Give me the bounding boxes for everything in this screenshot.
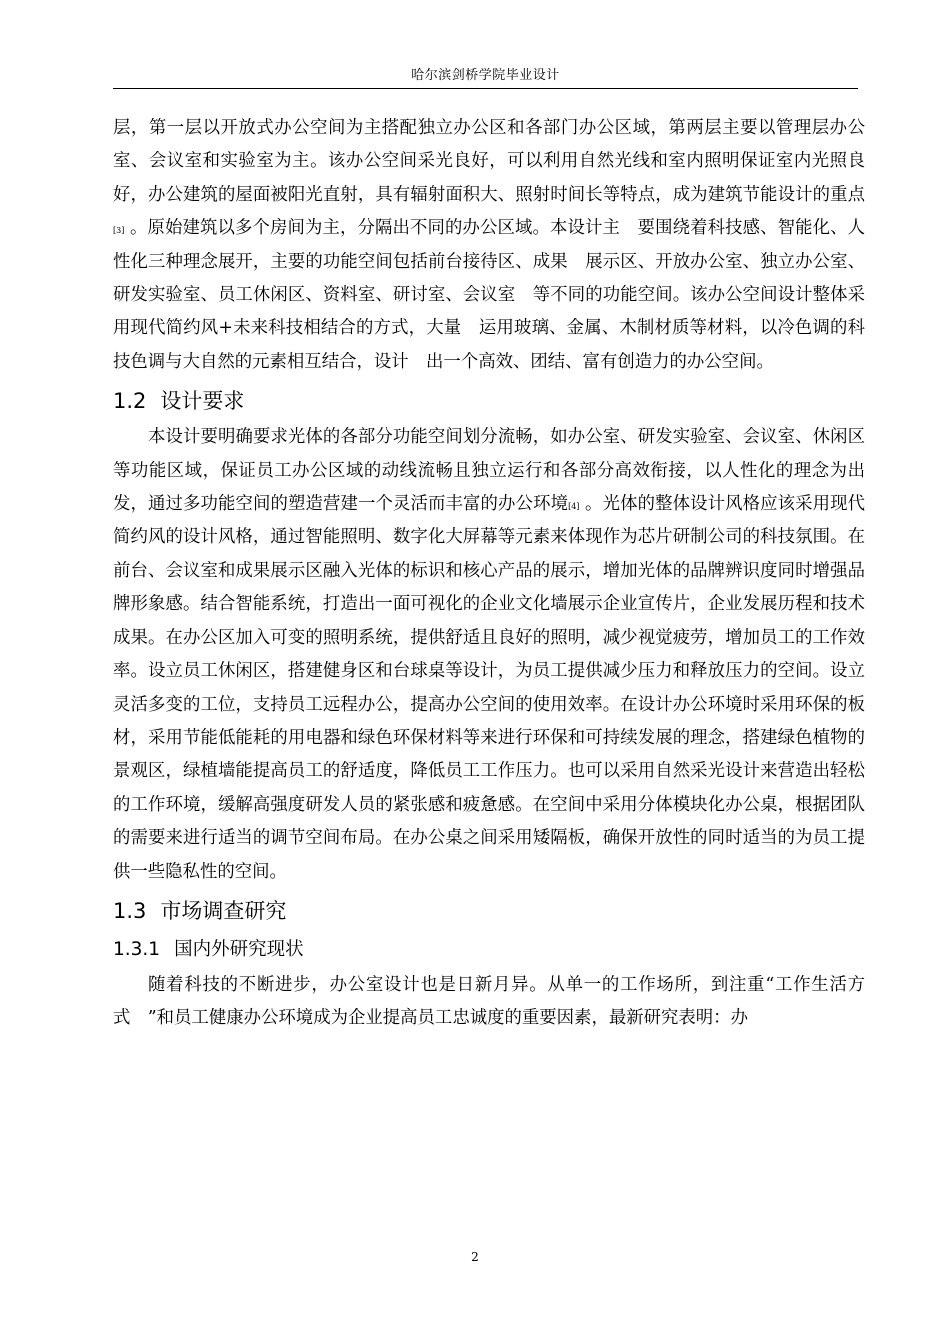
section-title: 市场调查研究 <box>160 898 287 923</box>
paragraph-intro <box>113 112 865 379</box>
section-heading-1-2 <box>113 385 865 417</box>
section-heading-1-3 <box>113 895 865 927</box>
page-number: 2 <box>471 1250 479 1264</box>
document-body <box>113 112 865 1036</box>
section-title: 设计要求 <box>160 389 245 414</box>
header-divider <box>113 88 858 89</box>
section-number: 1.3 <box>113 898 147 923</box>
subsection-heading-1-3-1 <box>113 935 865 965</box>
paragraph-text: 。光体的整体设计风格应该采用现代简约风的设计风格，通过智能照明、数字化大屏幕等元素来体现作为芯片研制公司的科技氛围。在前台、会议室和成果展示区融入光体的标识和核心产品的展示，增加光体的品牌辨识度同时增强品牌形象感。结合智能系统，打造出一面可视化的企业文化墙展示企业宣传片，企业发展历程和技术成果。在办公区加入可变的照明系统，提供舒适且良好的照明，减少视觉疲劳，增加员工的工作效率。设立员工休闲区，搭建健身区和台球桌等设计，为员工提供减少压力和释放压力的空间。设立灵活多变的工位，支持员工远程办公，提高办公空间的使用效率。在设计办公环境时采用环保的板材，采用节能低能耗的用电器和绿色环保材料等来进行环保和可持续发展的理念，搭建绿色植物的景观区，绿植墙能提高员工的舒适度，降低员工工作压力。也可以采用自然采光设计来营造出轻松的工作环境，缓解高强度研发人员的紧张感和疲惫感。在空间中采用分体模块化办公桌，根据团队的需要来进行适当的调节空间布局。在办公桌之间采用矮隔板，确保开放性的同时适当的为员工提供一些隐私性的空间。 <box>113 494 865 882</box>
section-number: 1.3.1 <box>113 938 161 960</box>
paragraph-text: 本设计要明确要求光体的各部分功能空间划分流畅，如办公室、研发实验室、会议室、休闲区等功能区域，保证员工办公区域的动线流畅且独立运行和各部分高效衔接，以人性化的理念为出发，通过多功能空间的塑造营建一个灵活而丰富的办公环境 <box>113 427 865 515</box>
citation-ref: [4] <box>568 502 580 512</box>
paragraph-design-requirements <box>113 421 865 889</box>
paragraph-text: 层，第一层以开放式办公空间为主搭配独立办公区和各部门办公区域，第两层主要以管理层办公室、会议室和实验室为主。该办公空间采光良好，可以利用自然光线和室内照明保证室内光照良好，办公建筑的屋面被阳光直射，具有辐射面积大、照射时间长等特点，成为建筑节能设计的重点 <box>113 118 865 205</box>
section-title: 国内外研究现状 <box>174 938 304 960</box>
paragraph-research-status: 随着科技的不断进步，办公室设计也是日新月异。从单一的工作场所，到注重“工作生活方式 ”和员工健康办公环境成为企业提高员工忠诚度的重要因素，最新研究表明：办 <box>113 974 865 1029</box>
section-number: 1.2 <box>113 389 147 414</box>
citation-ref: [3] <box>113 226 125 236</box>
page-header: 哈尔滨剑桥学院毕业设计 <box>411 68 560 83</box>
paragraph-text: 。原始建筑以多个房间为主，分隔出不同的办公区域。本设计主 要围绕着科技感、智能化、人性化三种理念展开，主要的功能空间包括前台接待区、成果 展示区、开放办公室、独立办公室、研发实验室、员工休闲区、资料室、研讨室、会议室 等不同的功能空间。该办公空间设计整体采用现代简约风+未来科技相结合的方式，大量 运用玻璃、金属、木制材质等材料，以冷色调的科技色调与大自然的元素相互结合，设计 出一个高效、团结、富有创造力的办公空间。 <box>113 218 865 372</box>
